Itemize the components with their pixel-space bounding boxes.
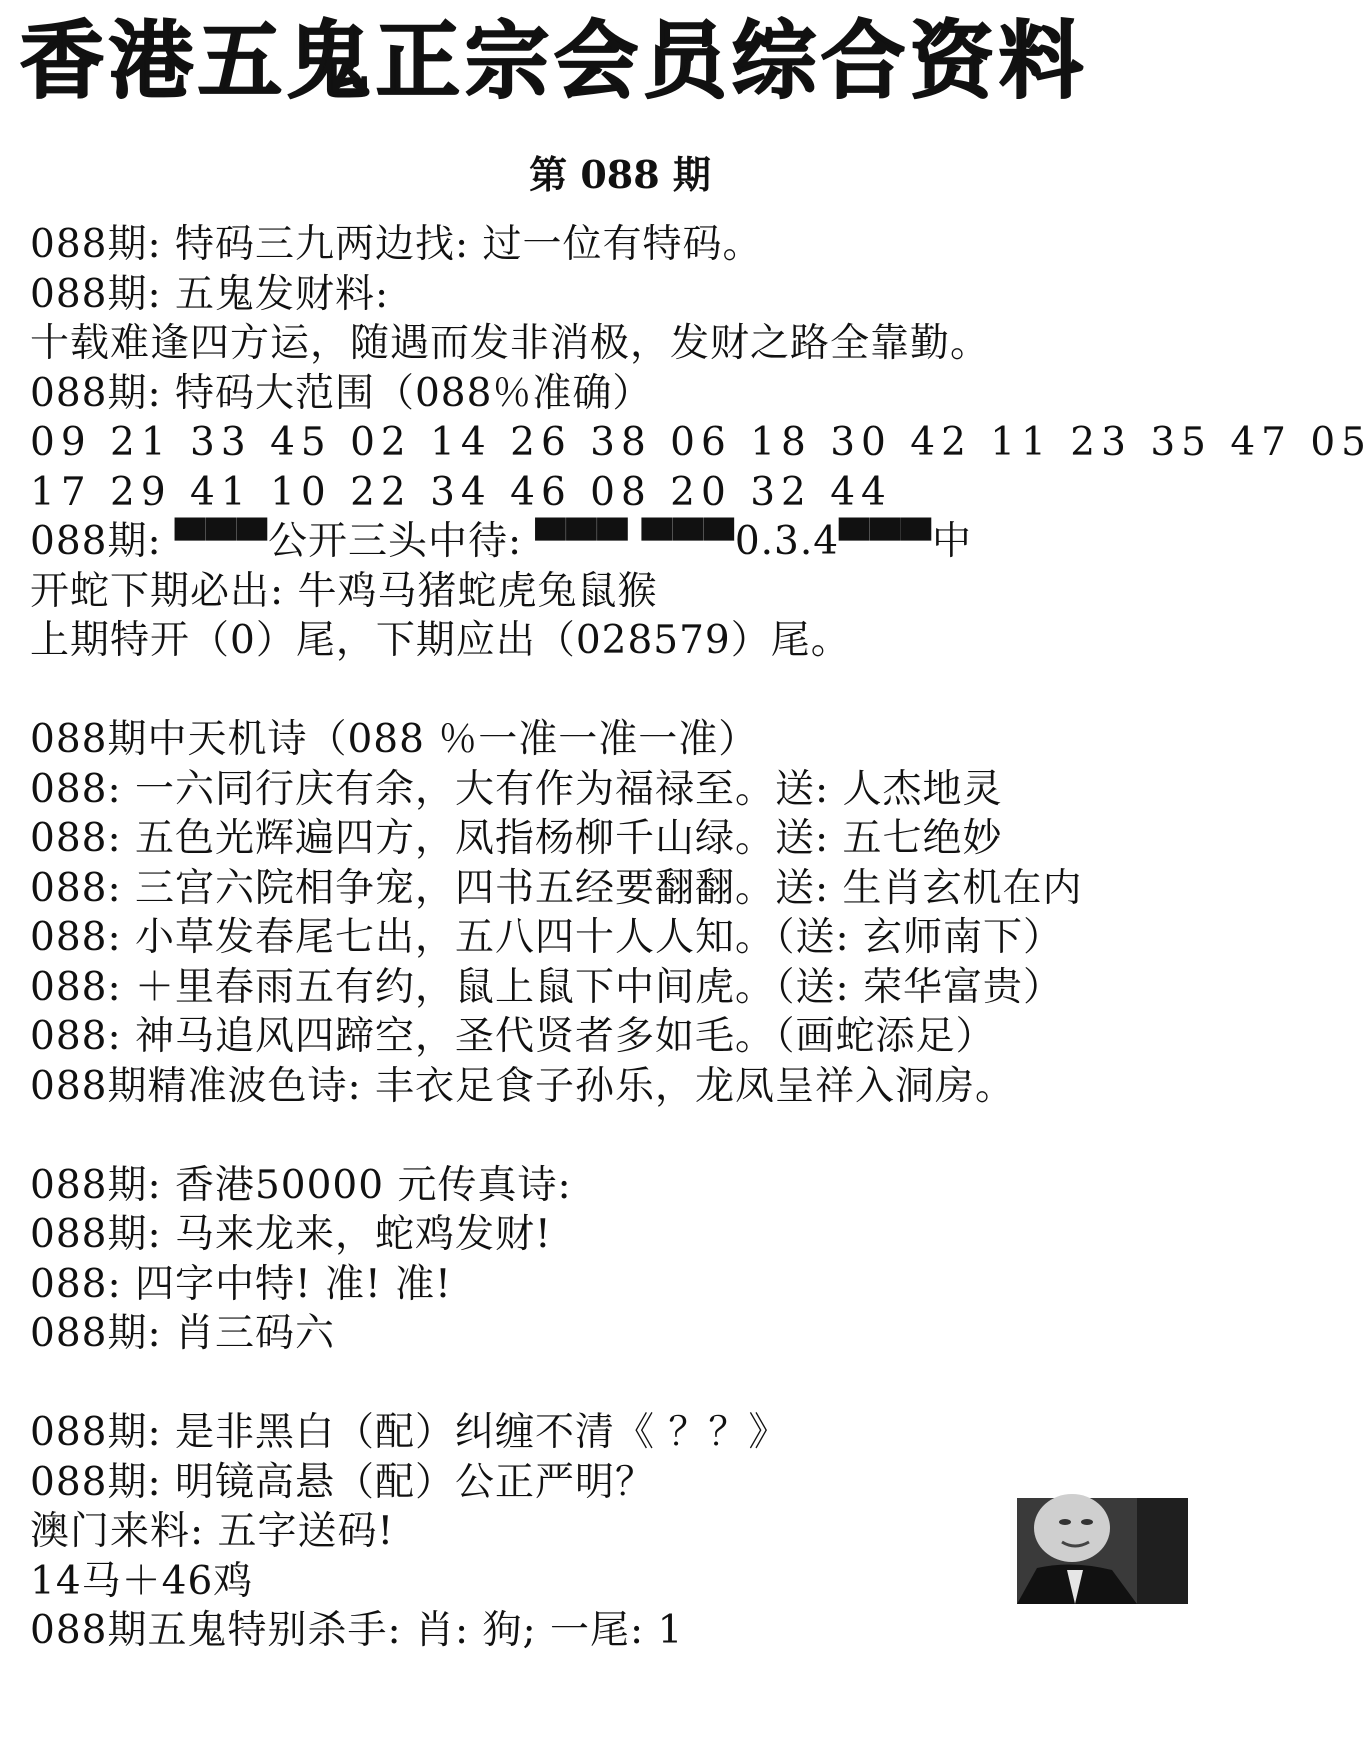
text-line: 开蛇下期必出: 牛鸡马猪蛇虎兔鼠猴 [30,568,658,614]
spacer [30,1111,1225,1161]
spacer [30,1359,1225,1409]
text-line: 088期五鬼特别杀手: 肖: 狗; 一尾: 1 [30,1608,684,1653]
portrait-graphic [1017,1498,1188,1604]
spacer [30,666,1225,716]
number-list-row: 09 21 33 45 02 14 26 38 06 18 30 42 11 23 35 47 05 [30,420,1372,465]
text-line: 088: 四字中特! 准! 准! [30,1261,452,1307]
page-title: 香港五鬼正宗会员综合资料 [20,12,1089,110]
poem-line: 088: 小草发春尾七出，五八四十人人知。（送: 玄师南下） [30,915,1064,960]
text-line: 十载难逢四方运，随遇而发非消极，发财之路全靠勤。 [30,321,991,366]
text-line: 088期: 马来龙来，蛇鸡发财! [30,1212,552,1257]
text-line: 088期: 特码大范围（088％准确） [30,370,653,416]
poem-line: 088: 三宫六院相争宠，四书五经要翻翻。送: 生肖玄机在内 [30,865,1083,911]
text-line: 088期: 特码三九两边找: 过一位有特码。 [30,222,763,267]
text-line: 上期特开（0）尾，下期应出（028579）尾。 [30,618,851,663]
poem-line: 088: 五色光辉遍四方，凤指杨柳千山绿。送: 五七绝妙 [30,816,1003,861]
issue-number: 第 088 期 [529,152,711,197]
poem-heading: 088期中天机诗（088 ％一准一准一准） [30,717,759,762]
text-line: 088期: 明镜高悬（配）公正严明？ [30,1459,655,1505]
text-line: 088期: 肖三码六 [30,1311,335,1356]
text-line: 14马＋46鸡 [30,1558,254,1604]
poem-line: 088期精准波色诗: 丰衣足食子孙乐，龙凤呈祥入洞房。 [30,1063,1015,1109]
text-line: 澳门来料: 五字送码! [30,1509,395,1554]
content-body [30,220,1372,1656]
poem-line: 088: 神马追风四蹄空，圣代贤者多如毛。（画蛇添足） [30,1014,996,1059]
poem-line: 088: ＋里春雨五有约，鼠上鼠下中间虎。（送: 荣华富贵） [30,964,1064,1010]
number-list-row: 17 29 41 10 22 34 46 08 20 32 44 [30,469,892,515]
text-line: 088期: 五鬼发财料: [30,271,390,317]
portrait-photo [1017,1498,1188,1604]
text-line: 088期: 是非黑白（配）纠缠不清《 ？？》 [30,1410,789,1455]
poem-line: 088: 一六同行庆有余，大有作为福禄至。送: 人杰地灵 [30,766,1003,812]
text-line-redacted: 088期: ▀▀▀公开三头中待: ▀▀▀ ▀▀▀0.3.4▀▀▀中 [30,519,973,564]
text-line: 088期: 香港50000 元传真诗: [30,1162,572,1208]
